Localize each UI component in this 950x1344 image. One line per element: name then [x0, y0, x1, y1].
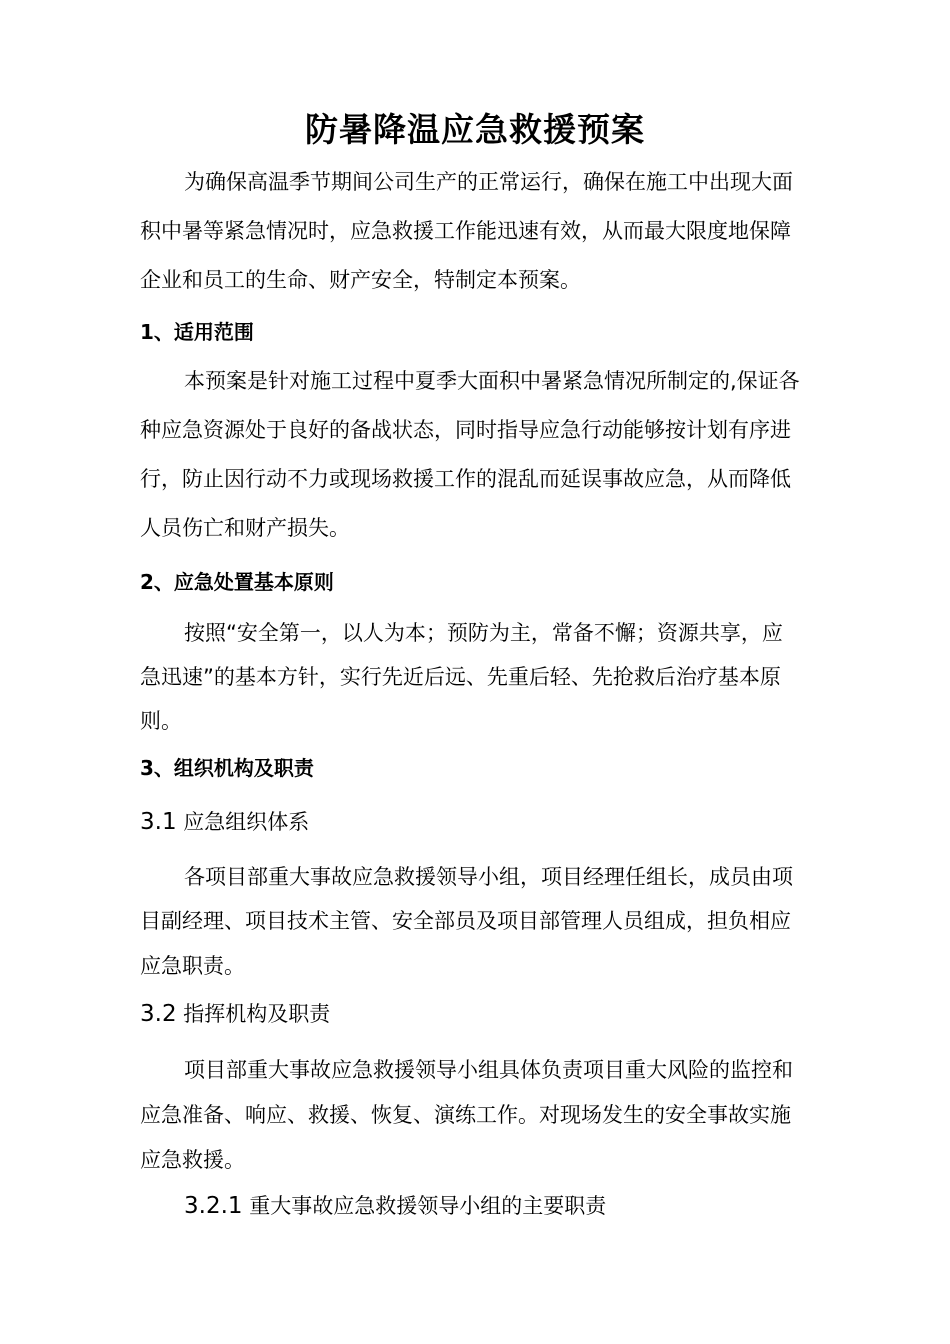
section-2-line-1: 按照“安全第一，以人为本；预防为主，常备不懈；资源共享，应	[184, 621, 783, 645]
subsection-3-2-1-heading	[184, 1190, 606, 1220]
section-1-line-3: 行，防止因行动不力或现场救援工作的混乱而延误事故应急，从而降低	[140, 467, 791, 491]
subsection-3-1-line-1: 各项目部重大事故应急救援领导小组，项目经理任组长，成员由项	[184, 865, 793, 889]
subsection-3-2-heading	[140, 998, 330, 1028]
section-1-line-4: 人员伤亡和财产损失。	[140, 516, 350, 540]
section-1-line-2: 种应急资源处于良好的备战状态，同时指导应急行动能够按计划有序进	[140, 418, 791, 442]
subsection-3-2-title: 指挥机构及职责	[183, 1002, 331, 1026]
section-2-heading: 2、应急处置基本原则	[140, 570, 334, 594]
subsection-3-1-line-3: 应急职责。	[140, 954, 245, 978]
intro-line-1: 为确保高温季节期间公司生产的正常运行，确保在施工中出现大面	[184, 170, 793, 194]
subsection-3-1-title: 应急组织体系	[183, 810, 310, 834]
intro-line-2: 积中暑等紧急情况时，应急救援工作能迅速有效，从而最大限度地保障	[140, 219, 791, 243]
subsection-3-2-1-title: 重大事故应急救援领导小组的主要职责	[249, 1194, 607, 1218]
subsection-3-2-line-2: 应急准备、响应、救援、恢复、演练工作。对现场发生的安全事故实施	[140, 1103, 791, 1127]
subsection-3-2-1-number: 3.2.1	[184, 1193, 243, 1219]
section-2-line-3: 则。	[140, 709, 182, 733]
subsection-3-1-number: 3.1	[140, 809, 177, 835]
section-2-line-2: 急迅速”的基本方针，实行先近后远、先重后轻、先抢救后治疗基本原	[140, 665, 781, 689]
section-1-line-1: 本预案是针对施工过程中夏季大面积中暑紧急情况所制定的,保证各	[184, 369, 800, 393]
document-title: 防暑降温应急救援预案	[305, 110, 645, 149]
subsection-3-2-line-1: 项目部重大事故应急救援领导小组具体负责项目重大风险的监控和	[184, 1058, 793, 1082]
subsection-3-1-line-2: 目副经理、项目技术主管、安全部员及项目部管理人员组成，担负相应	[140, 909, 791, 933]
intro-line-3: 企业和员工的生命、财产安全，特制定本预案。	[140, 268, 581, 292]
subsection-3-2-number: 3.2	[140, 1001, 177, 1027]
subsection-3-2-line-3: 应急救援。	[140, 1148, 245, 1172]
section-3-heading: 3、组织机构及职责	[140, 756, 314, 780]
section-1-heading: 1、适用范围	[140, 320, 254, 344]
subsection-3-1-heading	[140, 806, 309, 836]
